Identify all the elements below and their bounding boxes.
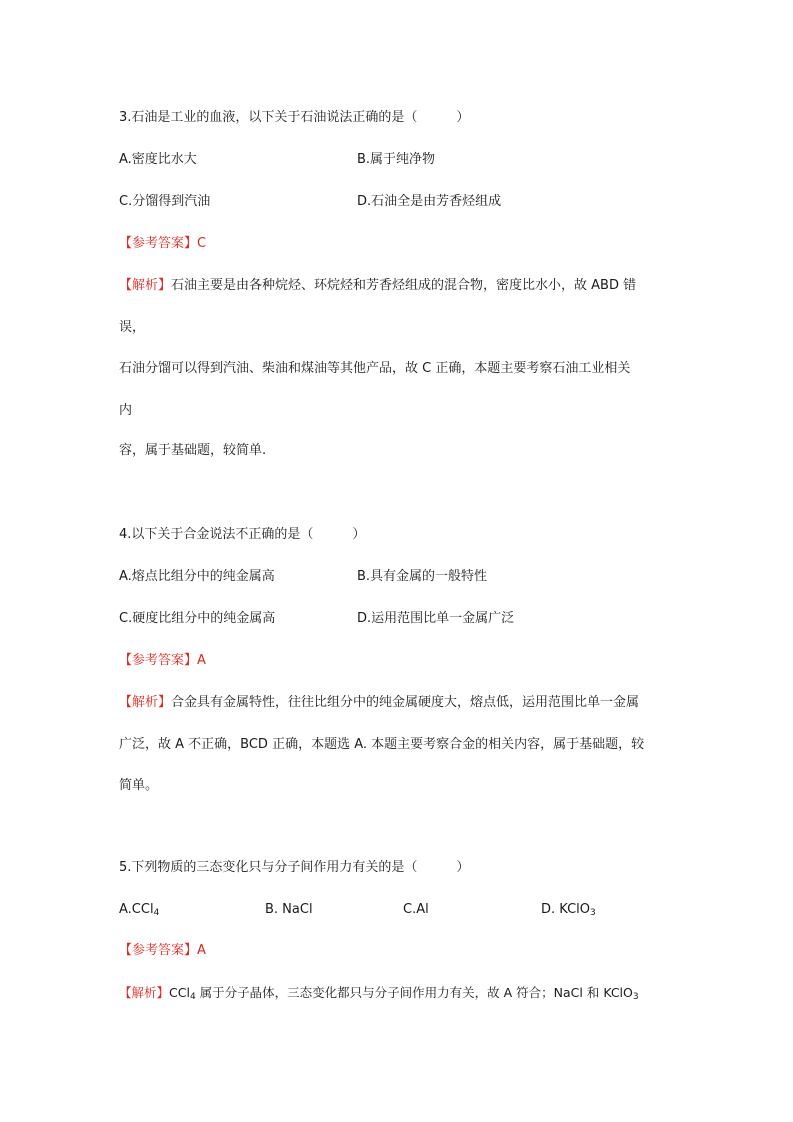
q3-stem: 3.石油是工业的血液，以下关于石油说法正确的是（ ） bbox=[119, 110, 470, 125]
q5-analysis-label: 【解析】 bbox=[119, 985, 170, 1000]
q3-analysis-label: 【解析】 bbox=[119, 278, 172, 293]
q4-analysis-line-1 bbox=[119, 695, 639, 711]
q3-analysis-line-2: 误， bbox=[119, 320, 146, 335]
q4-stem: 4.以下关于合金说法不正确的是（ ） bbox=[119, 527, 366, 542]
q5-option-a-text: A.CCl bbox=[119, 902, 154, 917]
q5-option-a-subscript: 4 bbox=[153, 908, 160, 918]
q5-analysis-line-1 bbox=[119, 985, 639, 1001]
q4-analysis-label: 【解析】 bbox=[119, 695, 172, 710]
q3-analysis-text-1: 石油主要是由各种烷烃、环烷烃和芳香烃组成的混合物，密度比水小，故 ABD 错 bbox=[171, 278, 637, 293]
q3-analysis-line-1 bbox=[119, 278, 636, 294]
q5-stem: 5.下列物质的三态变化只与分子间作用力有关的是（ ） bbox=[119, 860, 470, 875]
q4-option-b: B.具有金属的一般特性 bbox=[357, 569, 488, 584]
q5-analysis-p2: 属于分子晶体，三态变化都只与分子间作用力有关，故 A 符合；NaCl 和 KClO bbox=[195, 985, 633, 1000]
q5-option-d bbox=[541, 902, 596, 918]
q5-option-b: B. NaCl bbox=[265, 902, 313, 917]
q5-option-c: C.Al bbox=[403, 902, 429, 917]
q3-analysis-line-5: 容，属于基础题，较简单. bbox=[119, 443, 267, 458]
q4-analysis-text-1: 合金具有金属特性，往往比组分中的纯金属硬度大，熔点低，运用范围比单一金属 bbox=[171, 695, 640, 710]
q3-answer: 【参考答案】C bbox=[119, 236, 207, 251]
q5-analysis-sub2: 3 bbox=[632, 992, 639, 1002]
q3-option-d: D.石油全是由芳香烃组成 bbox=[357, 194, 502, 209]
q4-analysis-line-3: 简单。 bbox=[119, 778, 159, 793]
q3-analysis-line-4: 内 bbox=[119, 403, 133, 418]
q5-option-a bbox=[119, 902, 159, 918]
q5-answer: 【参考答案】A bbox=[119, 943, 206, 958]
q5-analysis-p1: CCl bbox=[169, 985, 190, 1000]
q4-option-d: D.运用范围比单一金属广泛 bbox=[357, 611, 515, 626]
q5-analysis-sub1: 4 bbox=[189, 992, 196, 1002]
q3-analysis-line-3: 石油分馏可以得到汽油、柴油和煤油等其他产品，故 C 正确，本题主要考察石油工业相关 bbox=[119, 361, 631, 376]
q4-option-a: A.熔点比组分中的纯金属高 bbox=[119, 569, 275, 584]
q4-answer: 【参考答案】A bbox=[119, 653, 206, 668]
q4-option-c: C.硬度比组分中的纯金属高 bbox=[119, 611, 276, 626]
q3-option-b: B.属于纯净物 bbox=[357, 152, 436, 167]
q4-analysis-line-2: 广泛，故 A 不正确，BCD 正确，本题选 A. 本题主要考察合金的相关内容，属于基础题，较 bbox=[119, 737, 645, 752]
q5-option-d-subscript: 3 bbox=[590, 908, 596, 918]
q3-option-c: C.分馏得到汽油 bbox=[119, 194, 211, 209]
q3-option-a: A.密度比水大 bbox=[119, 152, 197, 167]
q5-option-d-text: D. KClO bbox=[541, 902, 591, 917]
